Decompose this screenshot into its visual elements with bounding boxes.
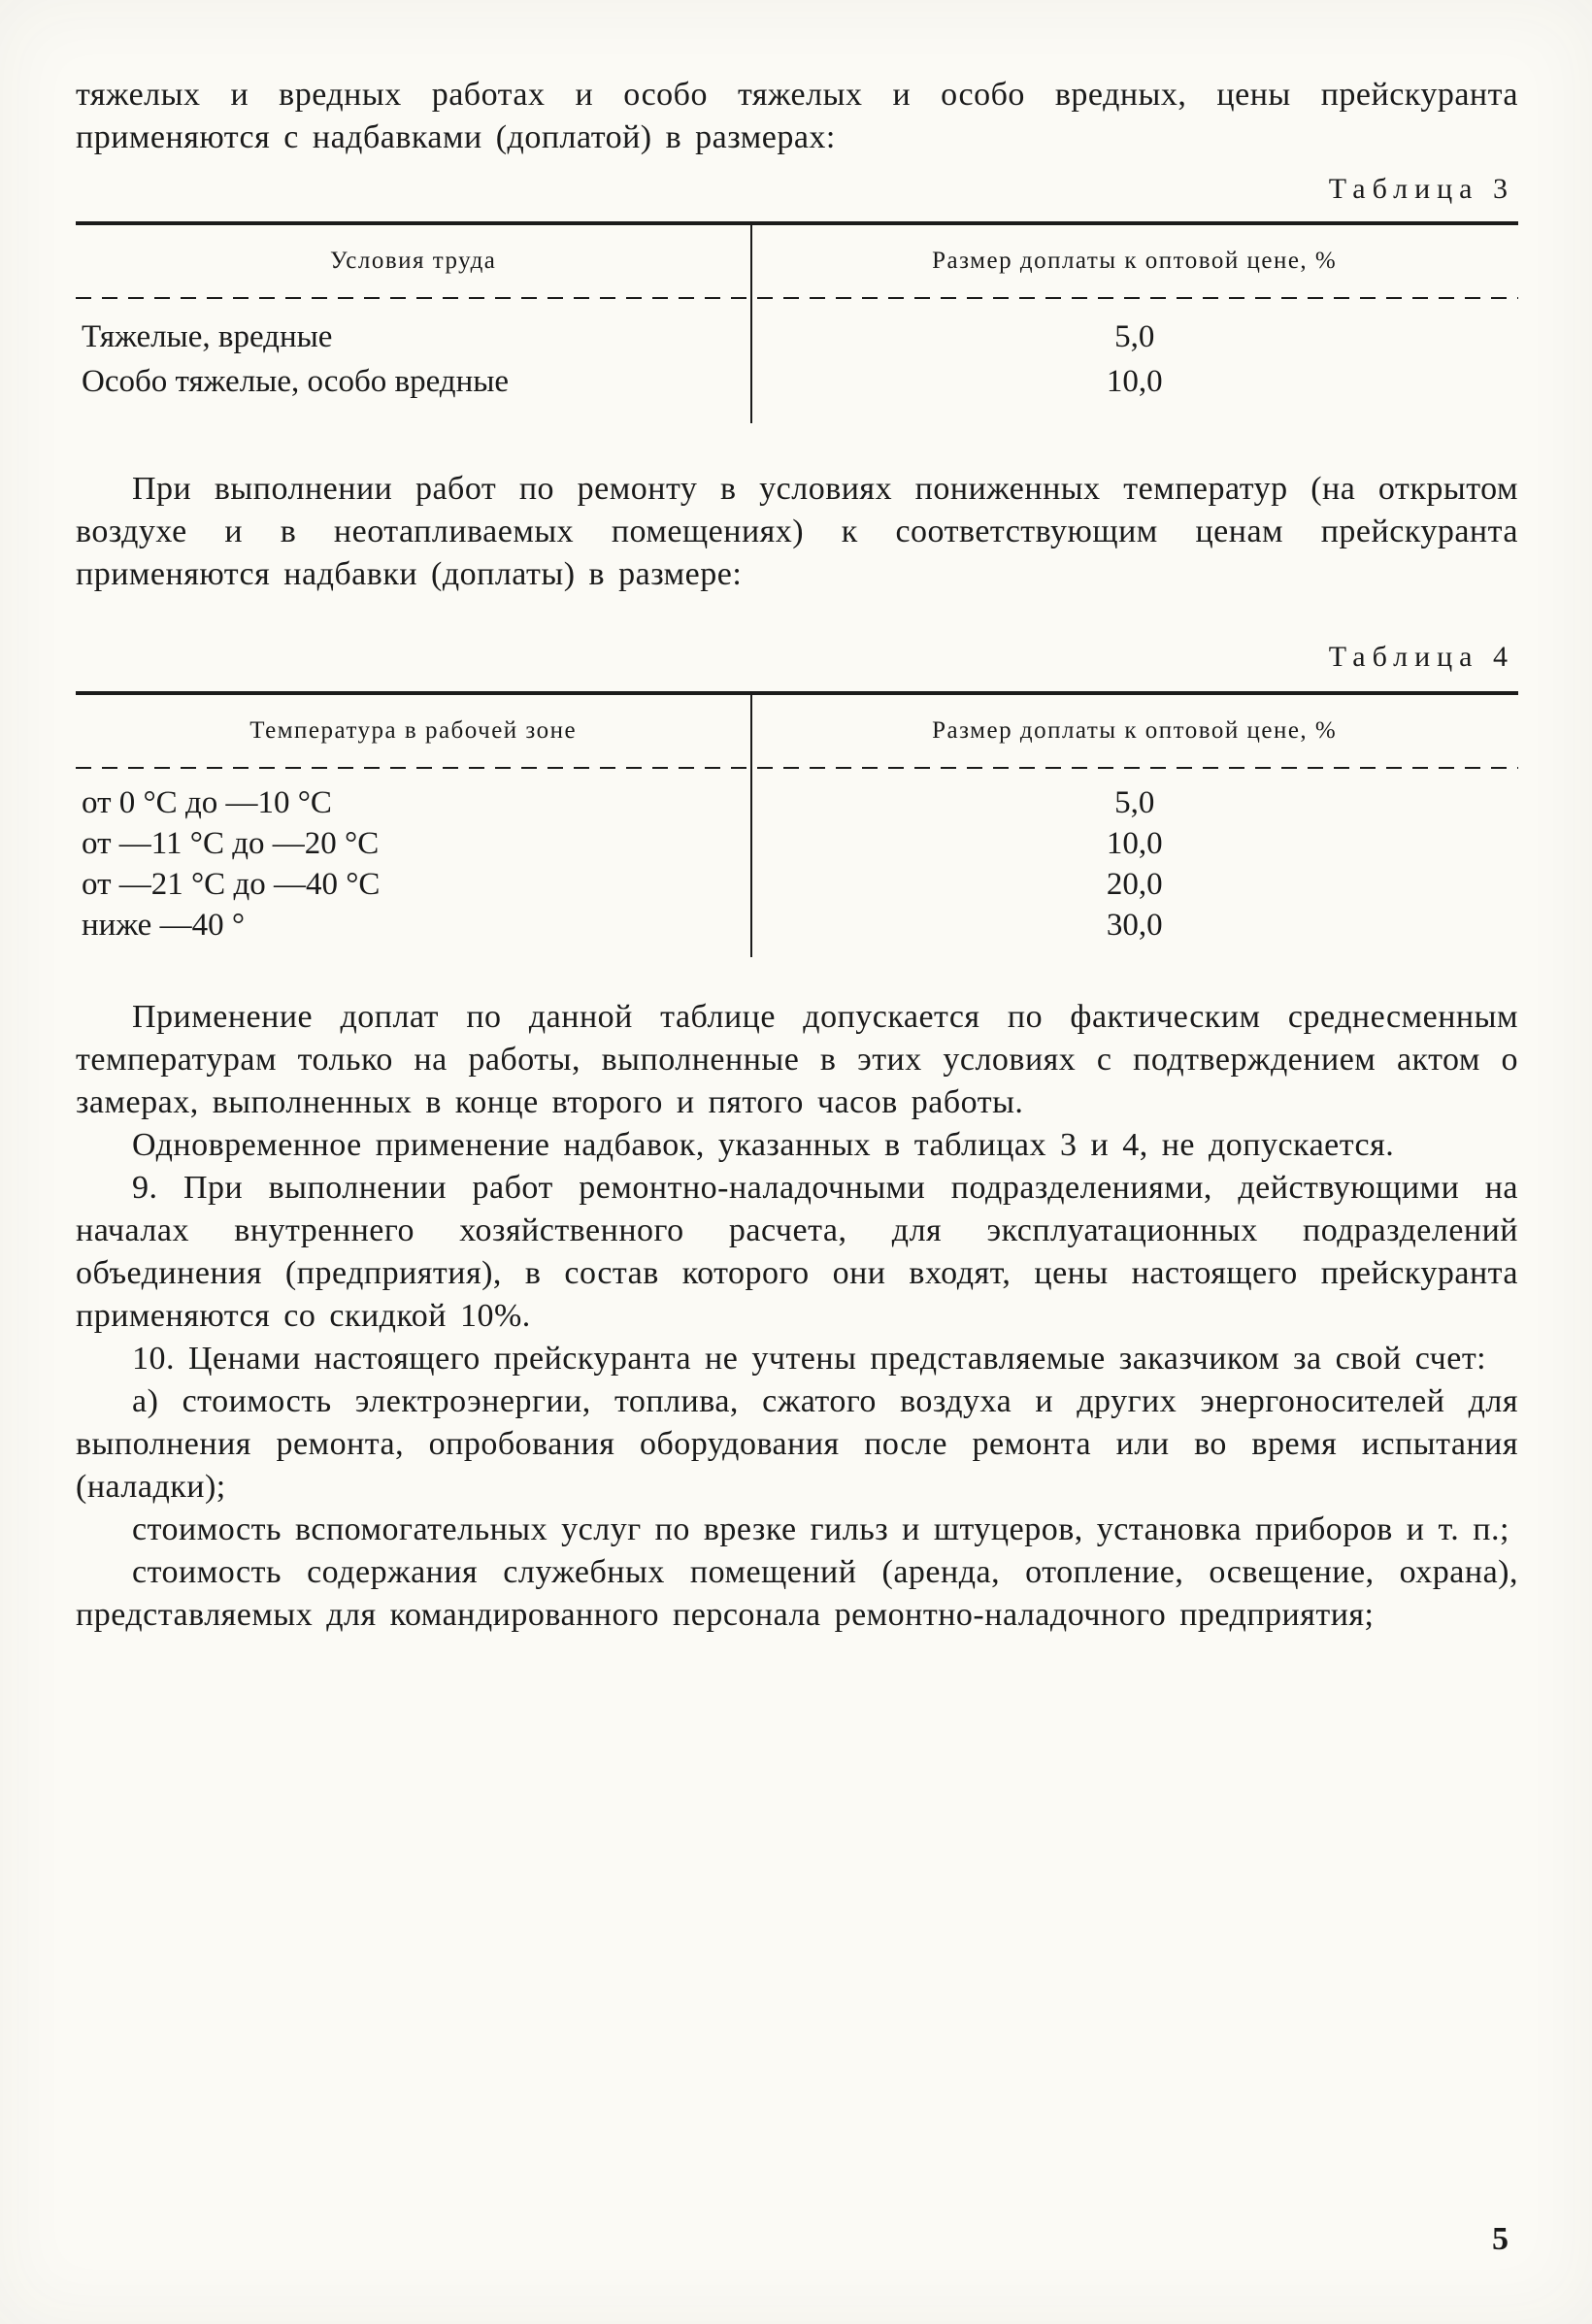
table3-row1-label: Тяжелые, вредные xyxy=(82,319,333,354)
table4-row4-label: ниже —40 ° xyxy=(82,908,246,943)
table3-body xyxy=(76,299,1518,423)
table4-row3-value: 20,0 xyxy=(1106,867,1163,902)
body-paragraph: 10. Ценами настоящего прейскуранта не учтены представляемые заказчиком за свой счет: xyxy=(132,1341,1487,1377)
table4-caption: Таблица 4 xyxy=(1328,641,1514,673)
table4-row1-value: 5,0 xyxy=(1114,785,1155,820)
table4-body xyxy=(76,769,1518,957)
table4-row2-label: от —11 °С до —20 °С xyxy=(82,826,380,861)
table3-col1-header: Условия труда xyxy=(330,248,497,274)
table-row xyxy=(76,315,1518,359)
table3-column-divider xyxy=(750,225,752,423)
table4-row4-value: 30,0 xyxy=(1106,908,1163,943)
table3-header-row xyxy=(76,225,1518,297)
table4-col2-header: Размер доплаты к оптовой цене, % xyxy=(932,717,1338,744)
table4-row2-value: 10,0 xyxy=(1106,826,1163,861)
table-row xyxy=(76,864,1518,905)
page-number: 5 xyxy=(1492,2221,1509,2257)
body-paragraph: Одновременное применение надбавок, указанных в таблицах 3 и 4, не допускается. xyxy=(132,1127,1395,1163)
table3-col2-header: Размер доплаты к оптовой цене, % xyxy=(932,248,1338,274)
table3-caption: Таблица 3 xyxy=(1328,173,1514,205)
table3-row2-value: 10,0 xyxy=(1106,364,1163,399)
body-paragraph: Применение доплат по данной таблице допускается по фактическим среднесменным температурам только на работы, выполненные в этих условиях с подтверждением актом о замерах, выполненных в конце второго и пятого часов работы. xyxy=(76,999,1518,1120)
table4-row1-label: от 0 °С до —10 °С xyxy=(82,785,332,820)
table4-column-divider xyxy=(750,695,752,957)
intro-paragraph: тяжелых и вредных работах и особо тяжелых и особо вредных, цены прейскуранта применяются с надбавками (доплатой) в размерах: xyxy=(76,77,1518,155)
table4-col1-header: Температура в рабочей зоне xyxy=(249,717,578,744)
table4 xyxy=(76,691,1518,957)
temperature-paragraph: При выполнении работ по ремонту в условиях пониженных температур (на открытом воздухе и в неотапливаемых помещениях) к соответствующим ценам прейскуранта применяются надбавки (доплаты) в размере: xyxy=(76,471,1518,592)
body-paragraph: а) стоимость электроэнергии, топлива, сжатого воздуха и других энергоносителей для выполнения ремонта, опробования оборудования после ремонта или во время испытания (наладки); xyxy=(76,1383,1518,1505)
table3 xyxy=(76,221,1518,423)
table-row xyxy=(76,905,1518,946)
table-row xyxy=(76,782,1518,823)
table-row xyxy=(76,823,1518,864)
table4-header-row xyxy=(76,695,1518,767)
table-row xyxy=(76,359,1518,404)
body-paragraph: стоимость содержания служебных помещений (аренда, отопление, освещение, охрана), представляемых для командированного персонала ремонтно-наладочного предприятия; xyxy=(76,1554,1518,1633)
table4-row3-label: от —21 °С до —40 °С xyxy=(82,867,381,902)
table3-row1-value: 5,0 xyxy=(1114,319,1155,354)
table3-row2-label: Особо тяжелые, особо вредные xyxy=(82,364,510,399)
body-paragraph: 9. При выполнении работ ремонтно-наладочными подразделениями, действующими на началах внутреннего хозяйственного расчета, для эксплуатационных подразделений объединения (предприятия), в состав которого они входят, цены настоящего прейскуранта применяются со скидкой 10%. xyxy=(76,1170,1518,1334)
body-paragraph: стоимость вспомогательных услуг по врезке гильз и штуцеров, установка приборов и т. п.; xyxy=(132,1511,1509,1547)
